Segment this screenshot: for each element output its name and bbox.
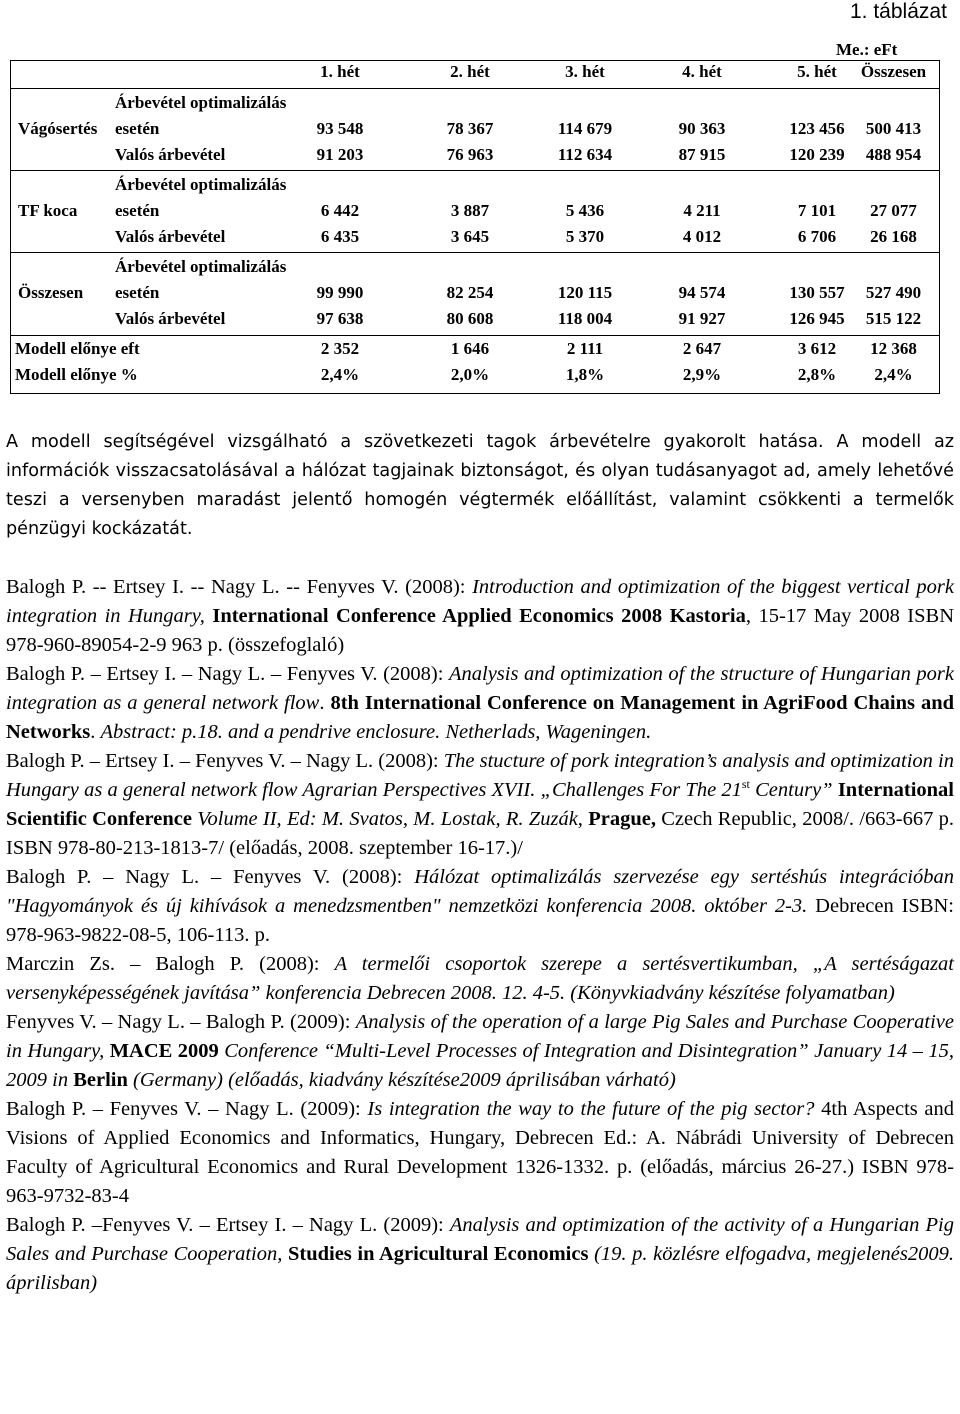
row-label: Valós árbevétel (115, 309, 226, 328)
row-label: esetén (115, 201, 160, 220)
reference-item (6, 1211, 954, 1298)
reference-text: . (90, 721, 101, 743)
table-row (10, 283, 940, 309)
reference-text: Balogh P. –Fenyves V. – Ertsey I. – Nagy L. (2009): (6, 1214, 450, 1236)
reference-text: Analysis of the operation of a large Pig Sales and Purchase Cooperative in Hungary, (6, 1011, 954, 1062)
table-row (10, 309, 940, 335)
reference-item (6, 660, 954, 747)
table-cell: 120 115 (557, 283, 613, 302)
reference-text: Czech Republic, 2008/. /663-667 p. ISBN 978-80-213-1813-7/ (előadás, 2008. szeptember 16-17.)/ (6, 808, 955, 859)
table-cell: 2,4% (320, 365, 360, 384)
table-cell: 6 442 (320, 201, 360, 220)
reference-text: Introduction and optimization of the biggest vertical pork integration in Hungary, (6, 576, 954, 627)
row-label: Valós árbevétel (115, 145, 226, 164)
table-row (10, 119, 940, 145)
table-cell: 27 077 (870, 201, 917, 220)
reference-text: The stucture of pork integration’s analysis and optimization in Hungary as a general network flow Agrarian Perspectives XVII. „Challenges For The 21 (6, 750, 954, 801)
reference-list (6, 573, 954, 1298)
table-cell: 26 168 (870, 227, 917, 246)
reference-item (6, 1095, 954, 1211)
body-paragraph: A modell segítségével vizsgálható a szövetkezeti tagok árbevételre gyakorolt hatása. A modell az információk visszacsatolásával a hálózat tagjainak biztonságot, és olyan tudásanyagot ad, amely lehetővé teszi a versenyben maradást jelentő homogén végtermék előállítást, valamint csökkenti a termelők pénzügyi kockázatát. (6, 432, 954, 539)
table-cell: 2 352 (320, 339, 360, 358)
table-cell: 87 915 (678, 145, 726, 164)
table-cell: 3 612 (797, 339, 837, 358)
reference-text: Hálózat optimalizálás szervezése egy sertéshús integrációban "Hagyományok és új kihívások a menedzsmentben" nemzetközi konferencia 2008. október 2-3. (6, 866, 954, 917)
reference-text: Volume II, Ed: M. Svatos, M. Lostak, R. Zuzák, (191, 808, 589, 830)
column-header: 1. hét (320, 62, 360, 81)
table-cell: 82 254 (446, 283, 494, 302)
summary-label: Modell előnye % (15, 365, 138, 384)
table-cell: 2,8% (797, 365, 837, 384)
table-cell: 118 004 (557, 309, 613, 328)
unit-label: Me.: eFt (836, 40, 898, 59)
reference-text: Analysis and optimization of the activity of a Hungarian Pig Sales and Purchase Cooperation, (6, 1214, 954, 1265)
reference-text: , 15-17 May 2008 ISBN 978-960-89054-2-9 963 p. (összefoglaló) (6, 605, 954, 656)
reference-text: International Scientific Conference (6, 779, 954, 830)
table-cell: 1,8% (565, 365, 605, 384)
group-label: TF koca (18, 201, 78, 220)
table-cell: 91 203 (316, 145, 364, 164)
table-cell: 80 608 (446, 309, 494, 328)
reference-text: Abstract: p.18. and a pendrive enclosure. Netherlads, Wageningen. (100, 721, 652, 743)
table-cell: 527 490 (865, 283, 922, 302)
header-divider (10, 88, 940, 89)
reference-text: (Germany) (előadás, kiadvány készítése2009 áprilisában várható) (127, 1069, 676, 1091)
table-row (10, 145, 940, 171)
row-label: esetén (115, 119, 160, 138)
table-cell: 500 413 (865, 119, 922, 138)
group-divider (10, 170, 940, 171)
table-cell: 2 111 (566, 339, 604, 358)
table-cell: 97 638 (316, 309, 364, 328)
table-row-summary (10, 365, 940, 391)
table-cell: 3 645 (450, 227, 490, 246)
table-cell: 515 122 (865, 309, 922, 328)
table-cell: 3 887 (450, 201, 490, 220)
reference-text: Prague, (588, 808, 656, 830)
table-cell: 2 647 (682, 339, 722, 358)
column-header: Összesen (860, 62, 927, 81)
reference-text: Analysis and optimization of the structure of Hungarian pork integration as a general network flow (6, 663, 954, 714)
table-cell: 94 574 (678, 283, 726, 302)
table-cell: 6 435 (320, 227, 360, 246)
table-cell: 7 101 (797, 201, 837, 220)
column-header: 4. hét (682, 62, 722, 81)
table-cell: 5 370 (565, 227, 605, 246)
reference-text: Marczin Zs. – Balogh P. (2008): (6, 953, 335, 975)
row-label: Valós árbevétel (115, 227, 226, 246)
reference-item (6, 573, 954, 660)
reference-text: Conference “Multi-Level Processes of Integration and Disintegration” January 14 – 15, 2009 in (6, 1040, 954, 1091)
reference-text: Is integration the way to the future of the pig sector? (367, 1098, 815, 1120)
reference-item (6, 747, 954, 863)
reference-item (6, 863, 954, 950)
reference-text: MACE 2009 (109, 1040, 219, 1062)
table-cell: 114 679 (557, 119, 613, 138)
reference-text: Debrecen ISBN: 978-963-9822-08-5, 106-113. p. (6, 895, 954, 946)
reference-text: Century” (749, 779, 838, 801)
table-cell: 78 367 (446, 119, 494, 138)
reference-text: Balogh P. – Ertsey I. – Nagy L. – Fenyves V. (2008): (6, 663, 449, 685)
row-label: Árbevétel optimalizálás (115, 93, 287, 112)
reference-text: Balogh P. – Fenyves V. – Nagy L. (2009): (6, 1098, 368, 1120)
table-cell: 2,4% (874, 365, 913, 384)
reference-text: Berlin (73, 1069, 128, 1091)
table-cell: 90 363 (678, 119, 726, 138)
group-label: Összesen (18, 283, 84, 302)
reference-text: Studies in Agricultural Economics (287, 1243, 589, 1265)
summary-label: Modell előnye eft (15, 339, 140, 358)
table-cell: 123 456 (789, 119, 845, 138)
reference-text: Balogh P. – Nagy L. – Fenyves V. (2008): (6, 866, 415, 888)
summary-divider (10, 335, 940, 336)
table-cell: 112 634 (557, 145, 613, 164)
table-row (10, 201, 940, 227)
reference-text: Balogh P. – Ertsey I. – Fenyves V. – Nagy L. (2008): (6, 750, 444, 772)
table-cell: 91 927 (678, 309, 726, 328)
table-cell: 488 954 (865, 145, 922, 164)
table-row-summary (10, 339, 940, 365)
reference-text: 8th International Conference on Management in AgriFood Chains and Networks (6, 692, 955, 743)
column-header: 5. hét (797, 62, 837, 81)
row-label: Árbevétel optimalizálás (115, 257, 287, 276)
reference-text: (19. p. közlésre elfogadva, megjelenés2009. áprilisban) (6, 1243, 955, 1294)
table-cell: 126 945 (789, 309, 845, 328)
reference-text: 4th Aspects and Visions of Applied Economics and Informatics, Hungary, Debrecen Ed.: A. Nábrádi University of Debrecen Faculty of Agricultural Economics and Rural Development 1326-1332. p. (előadás, március 26-27.) ISBN 978-963-9732-83-4 (6, 1098, 954, 1207)
reference-text: st (741, 777, 750, 792)
table-cell: 6 706 (797, 227, 837, 246)
table-cell: 12 368 (870, 339, 917, 358)
table-cell: 76 963 (446, 145, 494, 164)
table-cell: 93 548 (316, 119, 364, 138)
reference-item (6, 1008, 954, 1095)
group-divider (10, 252, 940, 253)
table-header-row (10, 62, 940, 88)
reference-text: International Conference Applied Economics 2008 Kastoria (212, 605, 746, 627)
table-row (10, 227, 940, 253)
row-label: esetén (115, 283, 160, 302)
reference-item (6, 950, 954, 1008)
group-label: Vágósertés (18, 119, 98, 138)
table-cell: 130 557 (789, 283, 845, 302)
table-cell: 2,9% (682, 365, 722, 384)
table-cell: 1 646 (450, 339, 490, 358)
column-header: 3. hét (565, 62, 605, 81)
table-caption: 1. táblázat (850, 0, 947, 23)
reference-text: . (319, 692, 331, 714)
row-label: Árbevétel optimalizálás (115, 175, 287, 194)
reference-text: Fenyves V. – Nagy L. – Balogh P. (2009): (6, 1011, 356, 1033)
table-cell: 2,0% (450, 365, 490, 384)
reference-text: A termelői csoportok szerepe a sertésvertikumban, „A sertéságazat versenyképességének javítása” konferencia Debrecen 2008. 12. 4-5. (Könyvkiadvány készítése folyamatban) (6, 953, 954, 1004)
reference-text: Balogh P. -- Ertsey I. -- Nagy L. -- Fenyves V. (2008): (6, 576, 473, 598)
table-cell: 99 990 (316, 283, 364, 302)
table-cell: 5 436 (565, 201, 605, 220)
column-header: 2. hét (450, 62, 490, 81)
table-cell: 120 239 (789, 145, 845, 164)
table-cell: 4 012 (682, 227, 722, 246)
table-cell: 4 211 (683, 201, 721, 220)
